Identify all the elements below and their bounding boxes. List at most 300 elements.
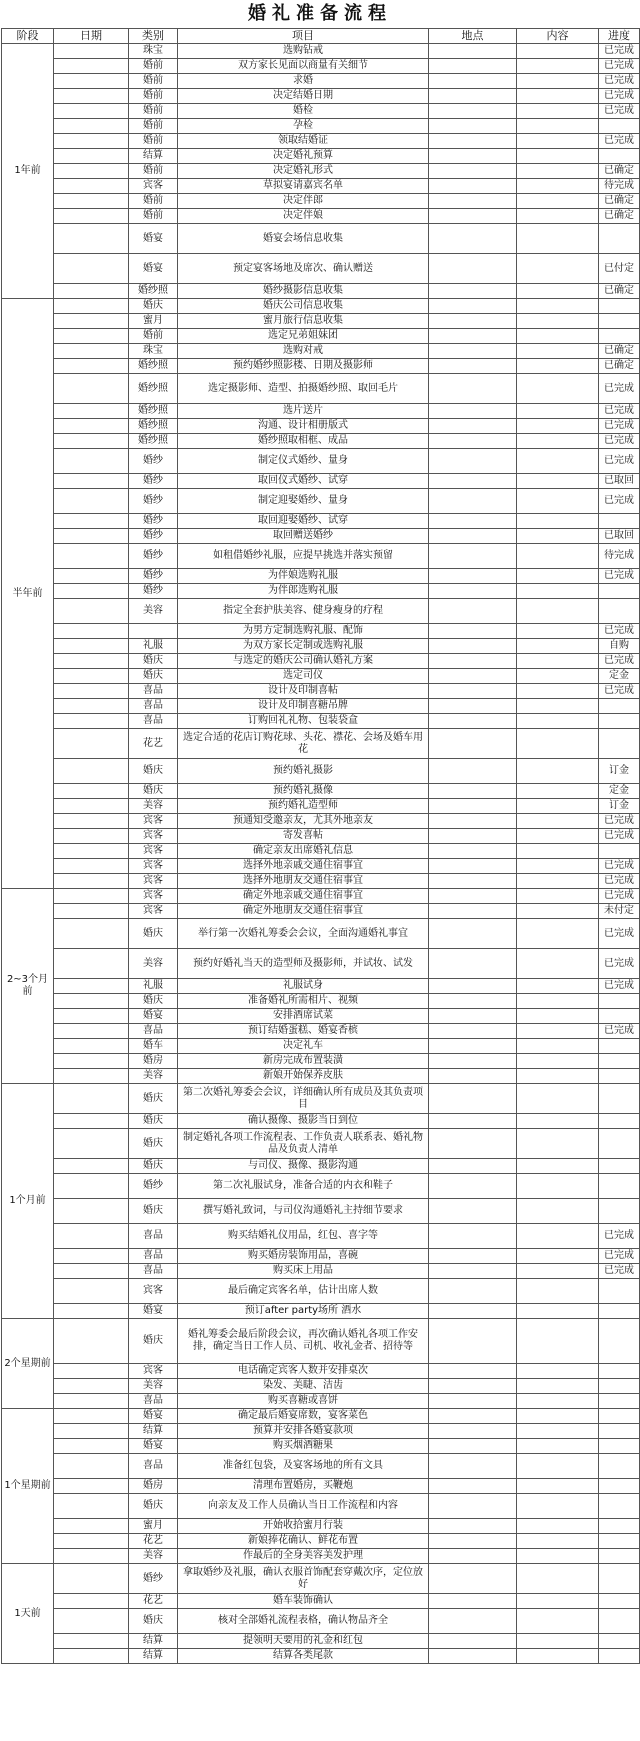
item-cell: 婚宴会场信息收集 [178, 224, 429, 254]
table-row [2, 299, 640, 314]
category-cell: 美容 [129, 949, 178, 979]
category-cell: 宾客 [129, 1279, 178, 1304]
progress-cell [599, 119, 640, 134]
category-cell: 婚宴 [129, 1439, 178, 1454]
category-cell: 宾客 [129, 859, 178, 874]
category-cell: 宾客 [129, 904, 178, 919]
category-cell: 宾客 [129, 889, 178, 904]
progress-cell [599, 729, 640, 759]
content-cell [517, 1159, 599, 1174]
table-row [2, 1454, 640, 1479]
location-cell [429, 149, 517, 164]
location-cell [429, 874, 517, 889]
item-cell: 最后确定宾客名单，估计出席人数 [178, 1279, 429, 1304]
progress-cell [599, 1454, 640, 1479]
date-cell [54, 729, 129, 759]
table-row [2, 374, 640, 404]
location-cell [429, 164, 517, 179]
item-cell: 作最后的全身美容美发护理 [178, 1549, 429, 1564]
category-cell: 婚庆 [129, 1114, 178, 1129]
date-cell [54, 254, 129, 284]
progress-cell: 已完成 [599, 489, 640, 514]
item-cell: 草拟宴请嘉宾名单 [178, 179, 429, 194]
table-row [2, 814, 640, 829]
location-cell [429, 1159, 517, 1174]
category-cell: 婚庆 [129, 919, 178, 949]
location-cell [429, 179, 517, 194]
content-cell [517, 284, 599, 299]
content-cell [517, 1519, 599, 1534]
category-cell: 婚纱 [129, 489, 178, 514]
location-cell [429, 949, 517, 979]
item-cell: 举行第一次婚礼筹委会会议，全面沟通婚礼事宜 [178, 919, 429, 949]
content-cell [517, 714, 599, 729]
table-row [2, 89, 640, 104]
category-cell: 婚宴 [129, 224, 178, 254]
category-cell: 婚车 [129, 1039, 178, 1054]
item-cell: 与司仪、摄像、摄影沟通 [178, 1159, 429, 1174]
header-category: 类别 [129, 29, 178, 44]
date-cell [54, 919, 129, 949]
progress-cell: 未付定 [599, 904, 640, 919]
category-cell: 婚前 [129, 89, 178, 104]
category-cell: 婚庆 [129, 994, 178, 1009]
category-cell: 婚庆 [129, 669, 178, 684]
table-row [2, 1039, 640, 1054]
item-cell: 设计及印制喜糖吊牌 [178, 699, 429, 714]
date-cell [54, 514, 129, 529]
progress-cell: 已完成 [599, 449, 640, 474]
category-cell: 喜品 [129, 1224, 178, 1249]
progress-cell: 自购 [599, 639, 640, 654]
content-cell [517, 359, 599, 374]
category-cell: 美容 [129, 1379, 178, 1394]
content-cell [517, 859, 599, 874]
item-cell: 新娘开始保养皮肤 [178, 1069, 429, 1084]
category-cell: 婚庆 [129, 759, 178, 784]
item-cell: 预定宴客场地及席次、确认赠送 [178, 254, 429, 284]
progress-cell [599, 1609, 640, 1634]
category-cell: 喜品 [129, 714, 178, 729]
date-cell [54, 1594, 129, 1609]
date-cell [54, 74, 129, 89]
stage-cell: 2~3个月前 [2, 889, 54, 1084]
table-row [2, 44, 640, 59]
content-cell [517, 529, 599, 544]
progress-cell: 已完成 [599, 814, 640, 829]
table-row [2, 1549, 640, 1564]
date-cell [54, 544, 129, 569]
content-cell [517, 1174, 599, 1199]
progress-cell: 已确定 [599, 209, 640, 224]
category-cell: 婚前 [129, 329, 178, 344]
content-cell [517, 1479, 599, 1494]
table-row [2, 1054, 640, 1069]
item-cell: 新娘捧花确认、鲜花布置 [178, 1534, 429, 1549]
table-row [2, 889, 640, 904]
category-cell: 婚庆 [129, 654, 178, 669]
date-cell [54, 599, 129, 624]
content-cell [517, 1634, 599, 1649]
item-cell: 蜜月旅行信息收集 [178, 314, 429, 329]
table-row [2, 474, 640, 489]
progress-cell [599, 1304, 640, 1319]
item-cell: 婚车装饰确认 [178, 1594, 429, 1609]
date-cell [54, 284, 129, 299]
category-cell: 婚前 [129, 59, 178, 74]
content-cell [517, 1649, 599, 1664]
table-row [2, 284, 640, 299]
category-cell: 宾客 [129, 814, 178, 829]
progress-cell [599, 1479, 640, 1494]
header-location: 地点 [429, 29, 517, 44]
location-cell [429, 799, 517, 814]
progress-cell: 已完成 [599, 1024, 640, 1039]
date-cell [54, 1009, 129, 1024]
table-row [2, 179, 640, 194]
date-cell [54, 1519, 129, 1534]
category-cell: 婚庆 [129, 1159, 178, 1174]
progress-cell: 已完成 [599, 874, 640, 889]
location-cell [429, 844, 517, 859]
item-cell: 购买烟酒糖果 [178, 1439, 429, 1454]
category-cell: 蜜月 [129, 314, 178, 329]
date-cell [54, 44, 129, 59]
date-cell [54, 669, 129, 684]
table-row [2, 1634, 640, 1649]
date-cell [54, 1069, 129, 1084]
content-cell [517, 1114, 599, 1129]
location-cell [429, 1519, 517, 1534]
category-cell: 婚纱照 [129, 434, 178, 449]
location-cell [429, 654, 517, 669]
progress-cell: 已完成 [599, 404, 640, 419]
content-cell [517, 1594, 599, 1609]
content-cell [517, 1394, 599, 1409]
content-cell [517, 919, 599, 949]
location-cell [429, 889, 517, 904]
table-row [2, 1129, 640, 1159]
content-cell [517, 149, 599, 164]
item-cell: 婚庆公司信息收集 [178, 299, 429, 314]
table-row [2, 1364, 640, 1379]
location-cell [429, 1364, 517, 1379]
progress-cell: 已完成 [599, 569, 640, 584]
progress-cell [599, 329, 640, 344]
content-cell [517, 1249, 599, 1264]
content-cell [517, 1199, 599, 1224]
content-cell [517, 729, 599, 759]
date-cell [54, 859, 129, 874]
progress-cell [599, 1039, 640, 1054]
item-cell: 决定婚礼预算 [178, 149, 429, 164]
item-cell: 确定最后婚宴席数，宴客菜色 [178, 1409, 429, 1424]
date-cell [54, 314, 129, 329]
item-cell: 预约婚礼摄影 [178, 759, 429, 784]
progress-cell [599, 1424, 640, 1439]
progress-cell [599, 584, 640, 599]
table-row [2, 1069, 640, 1084]
date-cell [54, 1439, 129, 1454]
content-cell [517, 569, 599, 584]
item-cell: 为伴郎选购礼服 [178, 584, 429, 599]
item-cell: 购买婚房装饰用品，喜碗 [178, 1249, 429, 1264]
category-cell: 宾客 [129, 1364, 178, 1379]
date-cell [54, 1174, 129, 1199]
date-cell [54, 194, 129, 209]
progress-cell [599, 1494, 640, 1519]
item-cell: 决定礼车 [178, 1039, 429, 1054]
content-cell [517, 1224, 599, 1249]
category-cell: 结算 [129, 1634, 178, 1649]
date-cell [54, 784, 129, 799]
category-cell: 婚庆 [129, 1494, 178, 1519]
location-cell [429, 919, 517, 949]
item-cell: 确定亲友出席婚礼信息 [178, 844, 429, 859]
item-cell: 选定摄影师、造型、拍摄婚纱照、取回毛片 [178, 374, 429, 404]
item-cell: 选购钻戒 [178, 44, 429, 59]
date-cell [54, 1479, 129, 1494]
location-cell [429, 134, 517, 149]
content-cell [517, 329, 599, 344]
category-cell: 婚纱 [129, 584, 178, 599]
item-cell: 选择外地朋友交通住宿事宜 [178, 874, 429, 889]
table-row [2, 1264, 640, 1279]
content-cell [517, 179, 599, 194]
date-cell [54, 624, 129, 639]
content-cell [517, 684, 599, 699]
content-cell [517, 1534, 599, 1549]
progress-cell: 已完成 [599, 919, 640, 949]
content-cell [517, 209, 599, 224]
date-cell [54, 119, 129, 134]
category-cell: 美容 [129, 1069, 178, 1084]
progress-cell [599, 1159, 640, 1174]
content-cell [517, 814, 599, 829]
item-cell: 决定婚礼形式 [178, 164, 429, 179]
item-cell: 沟通、设计相册版式 [178, 419, 429, 434]
location-cell [429, 1129, 517, 1159]
category-cell: 美容 [129, 1549, 178, 1564]
content-cell [517, 299, 599, 314]
category-cell: 婚纱 [129, 1564, 178, 1594]
table-row [2, 714, 640, 729]
item-cell: 购买喜糖或喜饼 [178, 1394, 429, 1409]
table-row [2, 799, 640, 814]
location-cell [429, 1394, 517, 1409]
content-cell [517, 164, 599, 179]
progress-cell: 已取回 [599, 529, 640, 544]
content-cell [517, 1609, 599, 1634]
progress-cell [599, 1279, 640, 1304]
date-cell [54, 654, 129, 669]
progress-cell [599, 1519, 640, 1534]
date-cell [54, 1249, 129, 1264]
item-cell: 婚纱照取相框、成品 [178, 434, 429, 449]
category-cell: 宾客 [129, 829, 178, 844]
location-cell [429, 729, 517, 759]
content-cell [517, 639, 599, 654]
table-row [2, 729, 640, 759]
location-cell [429, 529, 517, 544]
content-cell [517, 449, 599, 474]
table-row [2, 1564, 640, 1594]
location-cell [429, 1009, 517, 1024]
content-cell [517, 1069, 599, 1084]
location-cell [429, 1174, 517, 1199]
table-row [2, 669, 640, 684]
stage-cell: 1个月前 [2, 1084, 54, 1319]
item-cell: 确认摄像、摄影当日到位 [178, 1114, 429, 1129]
progress-cell [599, 1534, 640, 1549]
item-cell: 提领明天要用的礼金和红包 [178, 1634, 429, 1649]
location-cell [429, 224, 517, 254]
item-cell: 指定全套护肤美容、健身瘦身的疗程 [178, 599, 429, 624]
table-row [2, 1249, 640, 1264]
date-cell [54, 889, 129, 904]
date-cell [54, 949, 129, 979]
date-cell [54, 829, 129, 844]
location-cell [429, 404, 517, 419]
content-cell [517, 1439, 599, 1454]
content-cell [517, 374, 599, 404]
progress-cell [599, 514, 640, 529]
category-cell: 礼服 [129, 979, 178, 994]
item-cell: 核对全部婚礼流程表格，确认物品齐全 [178, 1609, 429, 1634]
progress-cell: 已完成 [599, 654, 640, 669]
item-cell: 准备婚礼所需相片、视频 [178, 994, 429, 1009]
content-cell [517, 1084, 599, 1114]
table-row [2, 449, 640, 474]
category-cell: 珠宝 [129, 44, 178, 59]
content-cell [517, 1494, 599, 1519]
progress-cell: 已完成 [599, 434, 640, 449]
category-cell: 花艺 [129, 1594, 178, 1609]
table-row [2, 344, 640, 359]
content-cell [517, 544, 599, 569]
category-cell: 喜品 [129, 1264, 178, 1279]
progress-cell [599, 1009, 640, 1024]
item-cell: 礼服试身 [178, 979, 429, 994]
category-cell: 婚前 [129, 164, 178, 179]
date-cell [54, 1394, 129, 1409]
location-cell [429, 1409, 517, 1424]
location-cell [429, 1439, 517, 1454]
item-cell: 取回迎娶婚纱、试穿 [178, 514, 429, 529]
content-cell [517, 1364, 599, 1379]
date-cell [54, 874, 129, 889]
date-cell [54, 434, 129, 449]
location-cell [429, 544, 517, 569]
category-cell: 喜品 [129, 684, 178, 699]
location-cell [429, 314, 517, 329]
date-cell [54, 1319, 129, 1364]
date-cell [54, 59, 129, 74]
table-row [2, 1114, 640, 1129]
content-cell [517, 489, 599, 514]
progress-cell [599, 1549, 640, 1564]
header-item: 项目 [178, 29, 429, 44]
location-cell [429, 1024, 517, 1039]
table-row [2, 654, 640, 669]
table-row [2, 314, 640, 329]
table-row [2, 329, 640, 344]
category-cell: 婚宴 [129, 1304, 178, 1319]
date-cell [54, 1224, 129, 1249]
date-cell [54, 134, 129, 149]
progress-cell [599, 1319, 640, 1364]
location-cell [429, 569, 517, 584]
date-cell [54, 799, 129, 814]
table-row [2, 149, 640, 164]
content-cell [517, 829, 599, 844]
content-cell [517, 1319, 599, 1364]
location-cell [429, 814, 517, 829]
content-cell [517, 584, 599, 599]
content-cell [517, 599, 599, 624]
progress-cell: 已完成 [599, 949, 640, 979]
table-row [2, 1024, 640, 1039]
category-cell: 结算 [129, 1649, 178, 1664]
location-cell [429, 699, 517, 714]
item-cell: 清理布置婚房，买鞭炮 [178, 1479, 429, 1494]
table-row [2, 994, 640, 1009]
content-cell [517, 1424, 599, 1439]
page-title: 婚礼准备流程 [248, 3, 392, 24]
table-row [2, 224, 640, 254]
item-cell: 选购对戒 [178, 344, 429, 359]
item-cell: 预订结婚蛋糕、婚宴香槟 [178, 1024, 429, 1039]
content-cell [517, 59, 599, 74]
table-row [2, 1479, 640, 1494]
progress-cell [599, 1594, 640, 1609]
table-row [2, 59, 640, 74]
table-row [2, 404, 640, 419]
item-cell: 选定合适的花店订购花球、头花、襟花、会场及婚车用花 [178, 729, 429, 759]
content-cell [517, 419, 599, 434]
table-row [2, 784, 640, 799]
location-cell [429, 859, 517, 874]
category-cell: 婚庆 [129, 1319, 178, 1364]
location-cell [429, 1224, 517, 1249]
item-cell: 取回仪式婚纱、试穿 [178, 474, 429, 489]
category-cell: 婚庆 [129, 1129, 178, 1159]
date-cell [54, 449, 129, 474]
category-cell: 婚前 [129, 194, 178, 209]
category-cell: 婚纱照 [129, 419, 178, 434]
progress-cell [599, 149, 640, 164]
progress-cell: 定金 [599, 669, 640, 684]
progress-cell: 已完成 [599, 1264, 640, 1279]
location-cell [429, 434, 517, 449]
content-cell [517, 654, 599, 669]
item-cell: 撰写婚礼致词，与司仪沟通婚礼主持细节要求 [178, 1199, 429, 1224]
category-cell: 婚庆 [129, 784, 178, 799]
progress-cell: 已完成 [599, 979, 640, 994]
table-row [2, 844, 640, 859]
content-cell [517, 1454, 599, 1479]
item-cell: 制定迎娶婚纱、量身 [178, 489, 429, 514]
content-cell [517, 514, 599, 529]
item-cell: 为男方定制选购礼服、配饰 [178, 624, 429, 639]
progress-cell: 已完成 [599, 419, 640, 434]
progress-cell: 已完成 [599, 889, 640, 904]
stage-cell: 1年前 [2, 44, 54, 299]
date-cell [54, 104, 129, 119]
date-cell [54, 639, 129, 654]
location-cell [429, 1634, 517, 1649]
category-cell: 婚纱照 [129, 374, 178, 404]
